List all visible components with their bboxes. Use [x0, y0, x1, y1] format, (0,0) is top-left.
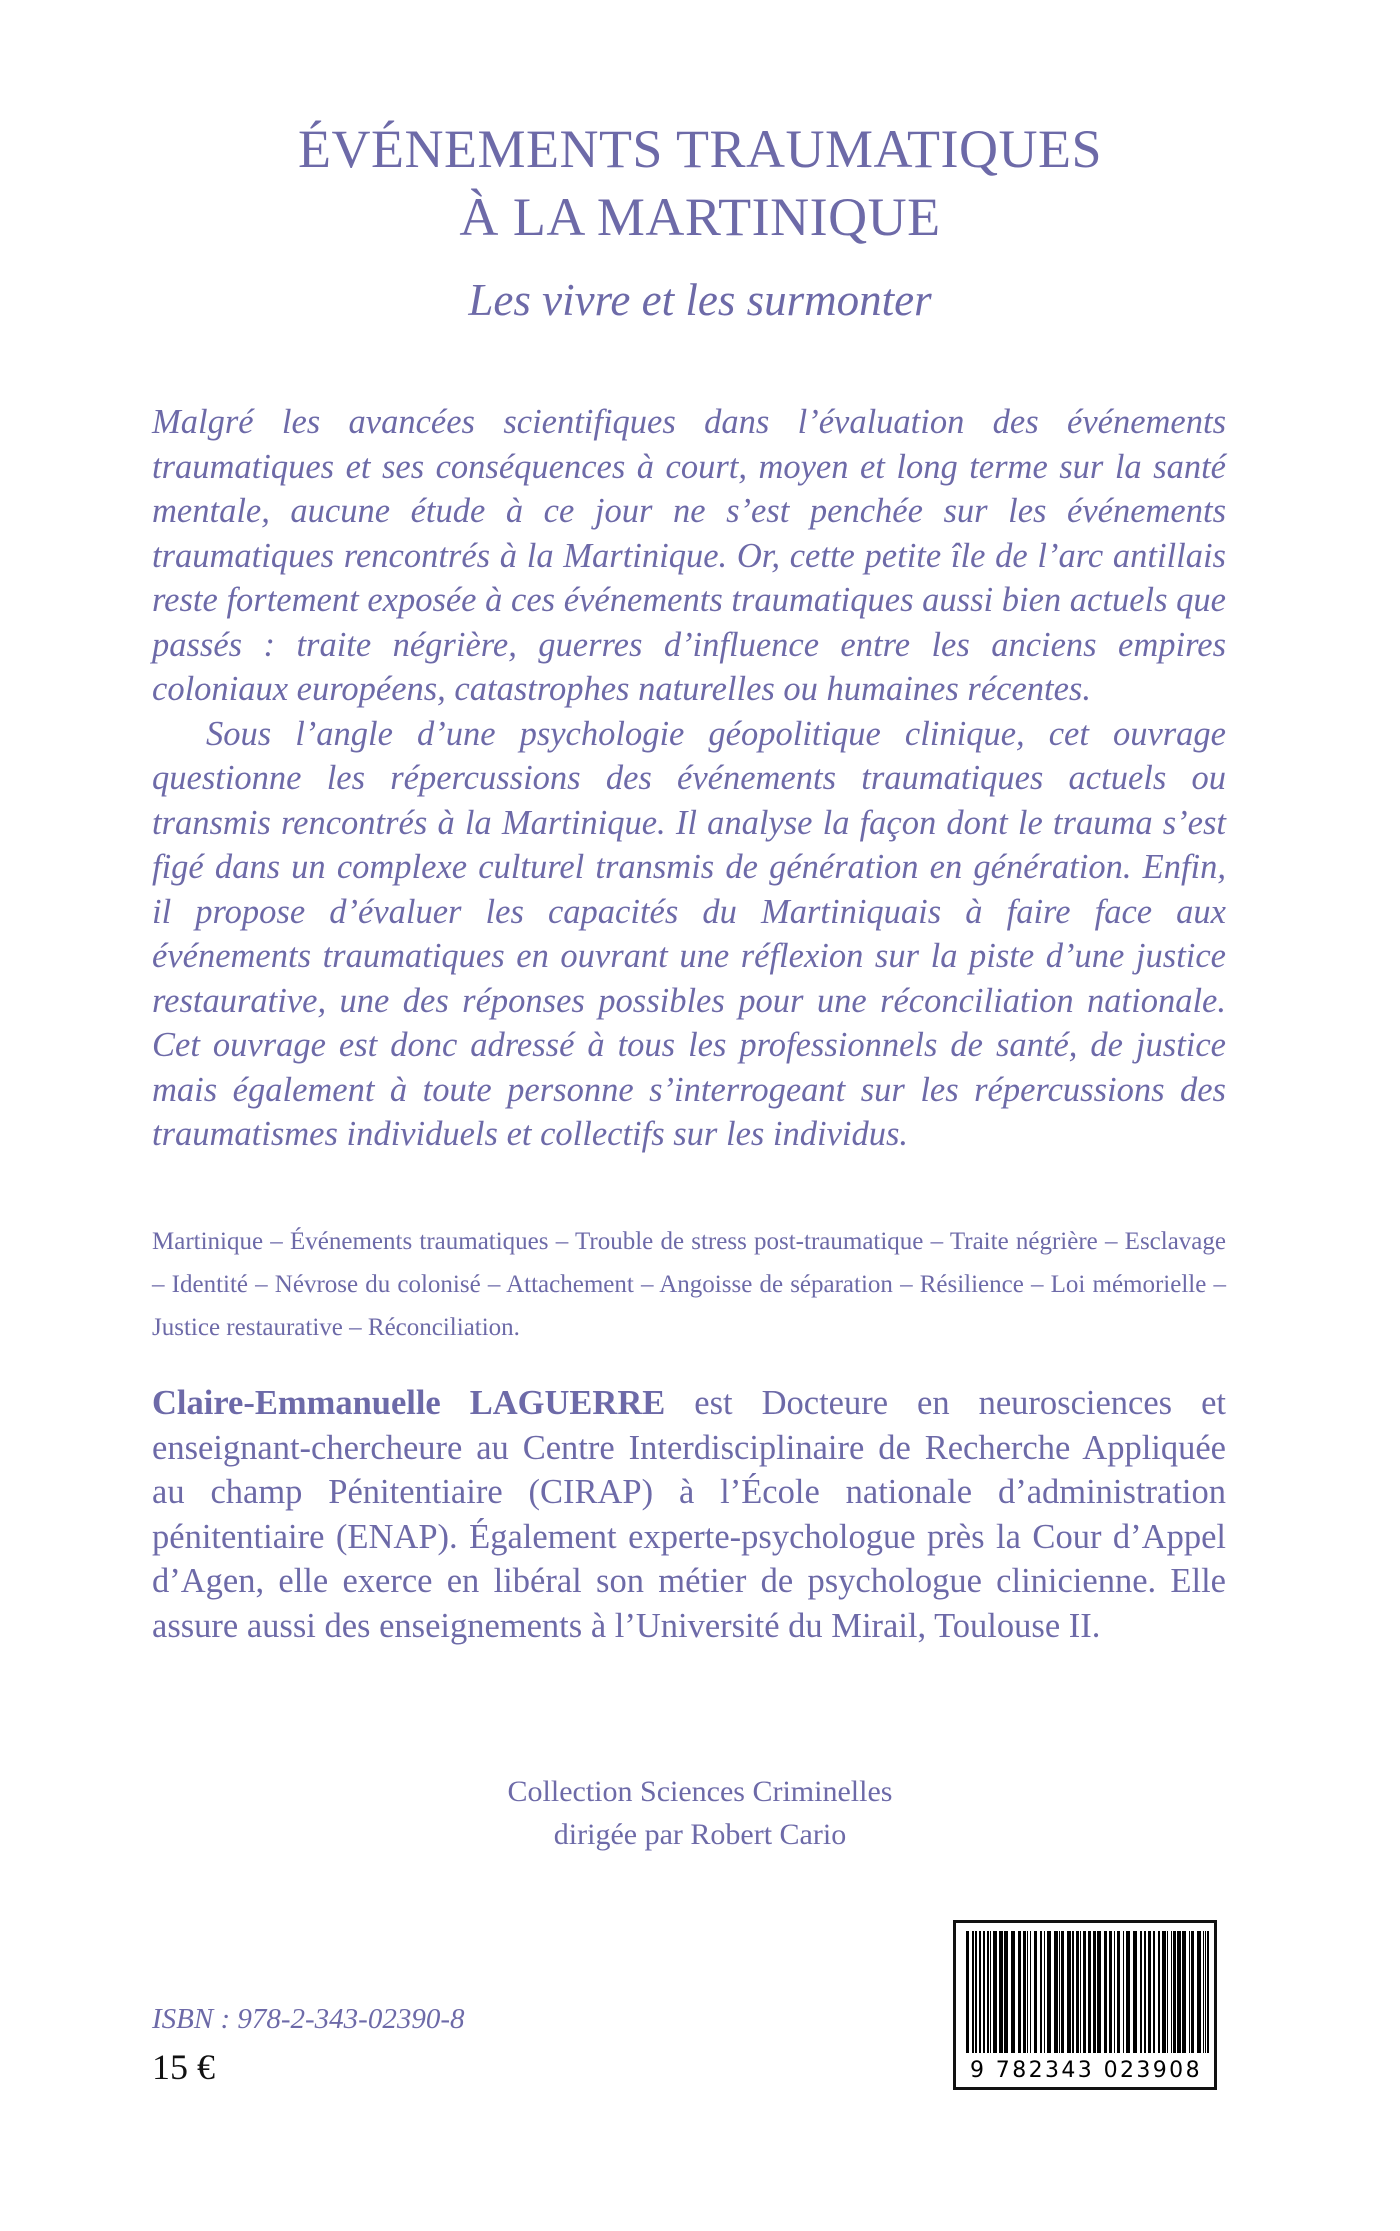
barcode-bar	[1189, 1931, 1190, 2053]
barcode-bar	[1205, 1931, 1206, 2053]
barcode	[953, 1920, 1217, 2090]
barcode-bar	[1191, 1931, 1194, 2053]
barcode-bar	[1097, 1931, 1101, 2053]
barcode-bar	[1123, 1931, 1124, 2053]
barcode-bar	[1126, 1931, 1130, 2053]
isbn: ISBN : 978-2-343-02390-8	[152, 2003, 465, 2035]
barcode-bar	[1061, 1931, 1064, 2053]
barcode-bar	[1083, 1931, 1086, 2053]
blurb	[152, 400, 1226, 1157]
barcode-bar	[1167, 1931, 1168, 2053]
collection-director: dirigée par Robert Cario	[553, 1818, 847, 1851]
barcode-digits: 9 782343 023908	[970, 2058, 1202, 2083]
barcode-bar	[1018, 1931, 1021, 2053]
barcode-bar	[1076, 1931, 1079, 2053]
barcode-bar	[1114, 1931, 1115, 2053]
barcode-bar	[983, 1931, 985, 2053]
barcode-bar	[975, 1931, 977, 2053]
barcode-bar	[1177, 1931, 1181, 2053]
barcode-bar	[1030, 1931, 1031, 2053]
barcode-bar	[1034, 1931, 1037, 2053]
barcode-bars-icon	[966, 1931, 1210, 2053]
barcode-bar	[1140, 1931, 1142, 2053]
barcode-bar	[1004, 1931, 1008, 2053]
barcode-bar	[990, 1931, 991, 2053]
keywords: Martinique – Événements traumatiques – Trouble de stress post-traumatique – Traite négrière – Esclavage – Identité – Névrose du colonisé – Attachement – Angoisse de séparation – Résilience – Loi mémorielle – Justice restaurative – Réconciliation.	[152, 1228, 1226, 1341]
barcode-bar	[1011, 1931, 1015, 2053]
barcode-bar	[1207, 1931, 1209, 2053]
barcode-bar	[1197, 1931, 1201, 2053]
barcode-bar	[1133, 1931, 1137, 2053]
barcode-bar	[1023, 1931, 1026, 2053]
title-line-2: À LA MARTINIQUE	[459, 187, 941, 247]
barcode-bar	[1162, 1931, 1166, 2053]
barcode-bar	[993, 1931, 997, 2053]
barcode-bar	[1109, 1931, 1112, 2053]
barcode-bar	[1173, 1931, 1176, 2053]
author-bio-text: est Docteure en neurosciences et enseignant-chercheure au Centre Interdisciplinaire de Recherche Appliquée au champ Pénitentiaire (CIRAP) à l’École nationale d’administration pénitentiaire (ENAP). Également experte-psychologue près la Cour d’Appel d’Agen, elle exerce en libéral son métier de psychologue clinicienne. Elle assure aussi des enseignements à l’Université du Mirail, Toulouse II.	[152, 1384, 1227, 1645]
barcode-bar	[1144, 1931, 1146, 2053]
barcode-bar	[1104, 1931, 1107, 2053]
barcode-bar	[1148, 1931, 1151, 2053]
barcode-bar	[1047, 1931, 1051, 2053]
barcode-bar	[1158, 1931, 1160, 2053]
barcode-bar	[1059, 1931, 1060, 2053]
book-title	[0, 115, 1400, 251]
barcode-bar	[972, 1931, 974, 2053]
barcode-bar	[1054, 1931, 1058, 2053]
author-name: Claire-Emmanuelle LAGUERRE	[152, 1384, 666, 1422]
barcode-bar	[987, 1931, 989, 2053]
barcode-bar	[1171, 1931, 1172, 2053]
collection-name: Collection Sciences Criminelles	[507, 1775, 893, 1808]
barcode-bar	[1093, 1931, 1096, 2053]
barcode-bar	[1117, 1931, 1120, 2053]
barcode-bar	[1153, 1931, 1155, 2053]
title-line-1: ÉVÉNEMENTS TRAUMATIQUES	[298, 119, 1102, 179]
book-subtitle: Les vivre et les surmonter	[468, 275, 932, 325]
barcode-bar	[1072, 1931, 1074, 2053]
blurb-paragraph-1: Malgré les avancées scientifiques dans l’évaluation des événements traumatiques et ses conséquences à court, moyen et long terme sur la santé mentale, aucune étude à ce jour ne s’est penchée sur les événements traumatiques rencontrés à la Martinique. Or, cette petite île de l’arc antillais reste fortement exposée à ces événements traumatiques aussi bien actuels que passés : traite négrière, guerres d’influence entre les anciens empires coloniaux européens, catastrophes naturelles ou humaines récentes.	[152, 403, 1226, 708]
barcode-bar	[999, 1931, 1003, 2053]
barcode-bar	[1040, 1931, 1042, 2053]
collection-info	[0, 1770, 1400, 1856]
barcode-bar	[966, 1931, 969, 2053]
barcode-bar	[1088, 1931, 1091, 2053]
barcode-bar	[979, 1931, 981, 2053]
barcode-bar	[1203, 1931, 1204, 2053]
barcode-bar	[1027, 1931, 1028, 2053]
author-bio	[152, 1381, 1226, 1648]
price: 15 €	[152, 2047, 215, 2087]
barcode-bar	[1067, 1931, 1071, 2053]
barcode-bar	[1182, 1931, 1186, 2053]
barcode-bar	[1080, 1931, 1081, 2053]
barcode-bar	[1044, 1931, 1045, 2053]
blurb-paragraph-2: Sous l’angle d’une psychologie géopolitique clinique, cet ouvrage questionne les répercussions des événements traumatiques actuels ou transmis rencontrés à la Martinique. Il analyse la façon dont le trauma s’est figé dans un complexe culturel transmis de génération en génération. Enfin, il propose d’évaluer les capacités du Martiniquais à faire face aux événements traumatiques en ouvrant une réflexion sur la piste d’une justice restaurative, une des réponses possibles pour une réconciliation nationale. Cet ouvrage est donc adressé à tous les professionnels de santé, de justice mais également à toute personne s’interrogeant sur les répercussions des traumatismes individuels et collectifs sur les individus.	[152, 714, 1226, 1153]
